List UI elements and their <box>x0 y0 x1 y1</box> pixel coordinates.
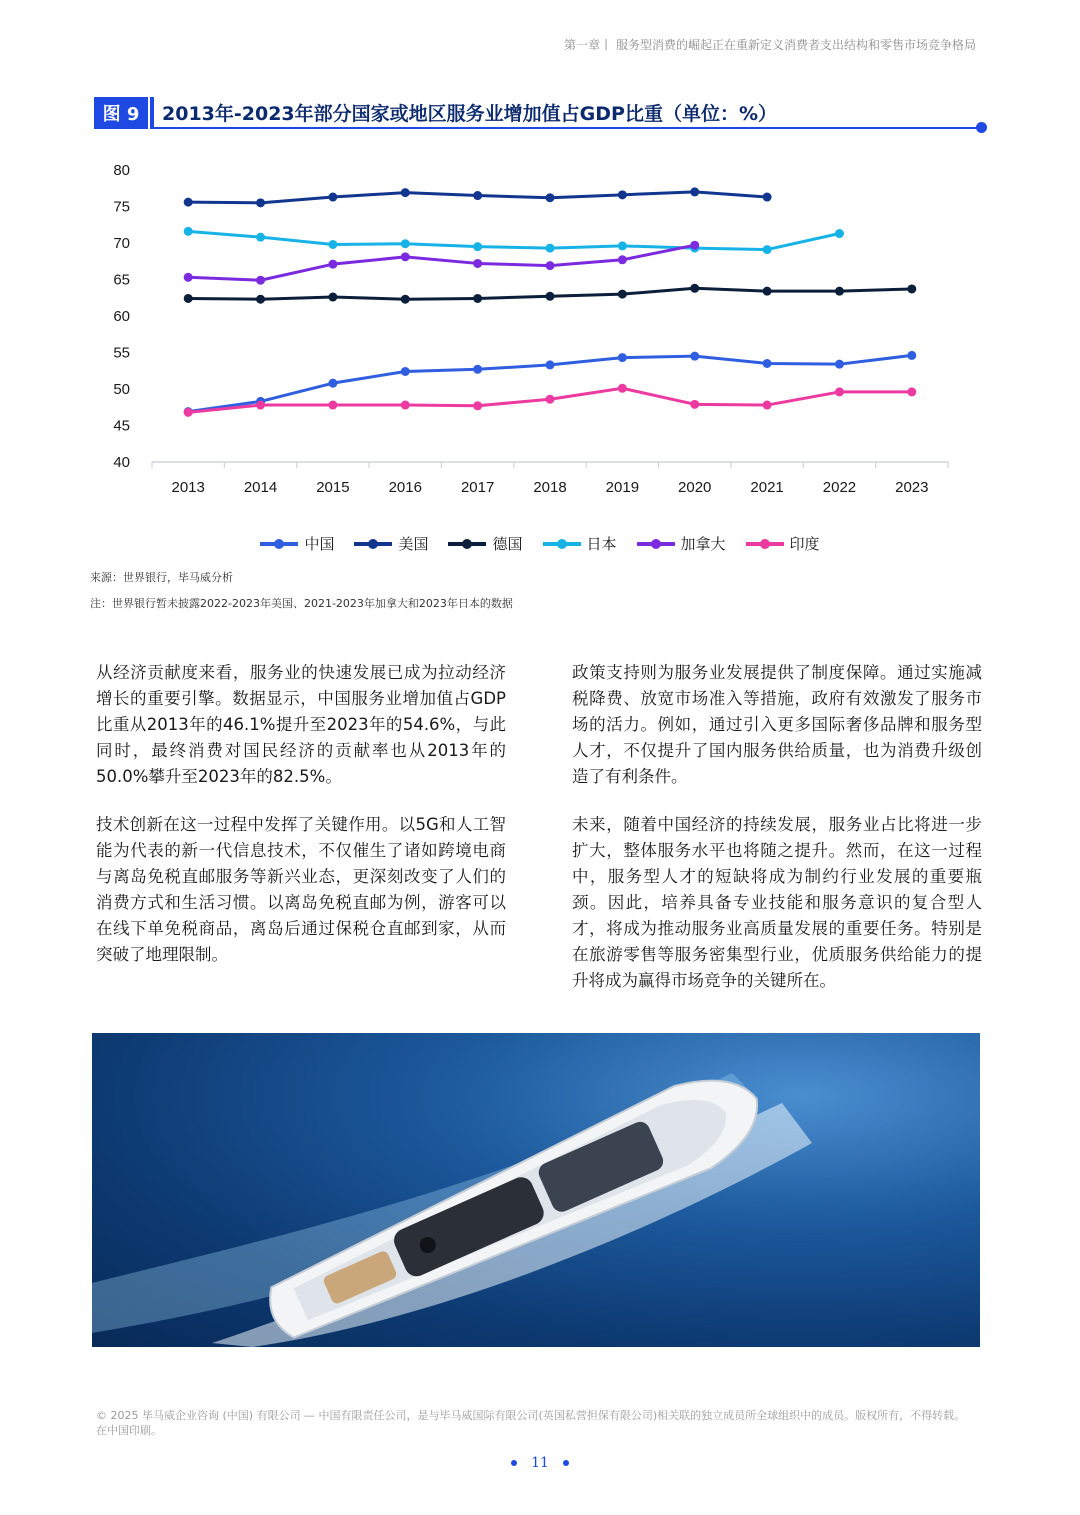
data-point-加拿大 <box>256 276 265 285</box>
data-point-美国 <box>401 188 410 197</box>
data-point-美国 <box>473 191 482 200</box>
page-number: 11 <box>531 1455 549 1471</box>
y-tick-label: 80 <box>113 162 130 179</box>
data-point-中国 <box>546 360 555 369</box>
data-point-德国 <box>401 295 410 304</box>
data-point-美国 <box>256 198 265 207</box>
data-point-德国 <box>618 290 627 299</box>
data-point-印度 <box>690 400 699 409</box>
page-number-row <box>0 1455 1080 1471</box>
yacht-illustration <box>92 1033 980 1347</box>
x-tick-label: 2019 <box>605 479 640 496</box>
x-tick-label: 2020 <box>678 479 712 496</box>
data-point-中国 <box>401 367 410 376</box>
data-point-美国 <box>618 190 627 199</box>
y-tick-label: 65 <box>113 271 130 289</box>
data-point-德国 <box>763 287 772 296</box>
y-tick-label: 55 <box>113 344 130 362</box>
legend-label: 美国 <box>398 535 429 553</box>
chart-source: 来源：世界银行，毕马威分析 <box>90 571 233 584</box>
legend-item <box>543 533 617 554</box>
legend-swatch <box>448 542 486 546</box>
data-point-德国 <box>473 294 482 303</box>
data-point-加拿大 <box>690 241 699 250</box>
legend-label: 日本 <box>586 535 617 553</box>
y-tick-label: 70 <box>113 235 130 252</box>
data-point-美国 <box>184 198 193 207</box>
figure-title: 2013年-2023年部分国家或地区服务业增加值占GDP比重（单位：%） <box>162 103 777 125</box>
x-tick-label: 2017 <box>460 479 495 496</box>
data-point-加拿大 <box>618 255 627 264</box>
data-point-德国 <box>328 293 337 302</box>
data-point-德国 <box>546 292 555 301</box>
data-point-日本 <box>256 233 265 242</box>
series-line-日本 <box>188 231 839 249</box>
data-point-日本 <box>763 245 772 254</box>
data-point-中国 <box>907 351 916 360</box>
data-point-美国 <box>763 193 772 202</box>
data-point-加拿大 <box>546 261 555 270</box>
y-tick-label: 40 <box>113 454 130 471</box>
x-tick-label: 2021 <box>750 479 784 496</box>
data-point-中国 <box>328 379 337 388</box>
legend-swatch <box>354 542 392 546</box>
legend-item <box>354 533 428 554</box>
x-tick-label: 2016 <box>388 479 422 496</box>
data-point-日本 <box>328 240 337 249</box>
data-point-德国 <box>835 287 844 296</box>
data-point-美国 <box>690 187 699 196</box>
running-header: 第一章丨 服务型消费的崛起正在重新定义消费者支出结构和零售市场竞争格局 <box>564 38 976 52</box>
x-tick-label: 2015 <box>316 479 350 496</box>
data-point-印度 <box>401 401 410 410</box>
data-point-印度 <box>618 384 627 393</box>
data-point-美国 <box>328 193 337 202</box>
body-column-right <box>572 660 982 1016</box>
data-point-日本 <box>618 241 627 250</box>
y-tick-label: 50 <box>113 381 130 398</box>
data-point-中国 <box>835 360 844 369</box>
legend-label: 加拿大 <box>680 535 726 553</box>
legend-label: 印度 <box>789 535 820 553</box>
legend-label: 德国 <box>492 535 523 553</box>
data-point-加拿大 <box>184 273 193 282</box>
data-point-日本 <box>473 242 482 251</box>
figure-title-rule-dot <box>976 122 987 133</box>
data-point-印度 <box>907 387 916 396</box>
data-point-印度 <box>546 395 555 404</box>
legend-swatch <box>746 542 784 546</box>
data-point-加拿大 <box>473 259 482 268</box>
data-point-印度 <box>256 401 265 410</box>
y-tick-label: 60 <box>113 308 130 325</box>
figure-title-rule <box>150 127 980 129</box>
yacht-photo <box>92 1033 980 1347</box>
x-tick-label: 2018 <box>533 479 567 496</box>
body-column-left <box>96 660 506 990</box>
data-point-日本 <box>546 244 555 253</box>
body-paragraph: 技术创新在这一过程中发挥了关键作用。以5G和人工智能为代表的新一代信息技术，不仅催生了诸如跨境电商与离岛免税直邮服务等新兴业态，更深刻改变了人们的消费方式和生活习惯。以离岛免税直邮为例，游客可以在线下单免税商品，离岛后通过保税仓直邮到家，从而突破了地理限制。 <box>96 815 506 964</box>
legend-label: 中国 <box>304 535 335 553</box>
page-dot-left <box>511 1460 517 1466</box>
figure-label: 图 9 <box>94 97 148 129</box>
data-point-印度 <box>763 401 772 410</box>
data-point-加拿大 <box>328 260 337 269</box>
body-paragraph: 政策支持则为服务业发展提供了制度保障。通过实施减税降费、放宽市场准入等措施，政府有效激发了服务市场的活力。例如，通过引入更多国际奢侈品牌和服务型人才，不仅提升了国内服务供给质量，也为消费升级创造了有利条件。 <box>572 663 982 786</box>
figure-title-divider <box>150 97 154 129</box>
legend-swatch <box>260 542 298 546</box>
data-point-美国 <box>546 193 555 202</box>
data-point-日本 <box>835 229 844 238</box>
data-point-印度 <box>473 401 482 410</box>
series-line-加拿大 <box>188 245 695 280</box>
data-point-中国 <box>690 352 699 361</box>
x-tick-label: 2023 <box>895 479 929 496</box>
legend-swatch <box>543 542 581 546</box>
legend-swatch <box>637 542 675 546</box>
legend-item <box>260 533 334 554</box>
legend-item <box>448 533 522 554</box>
x-tick-label: 2013 <box>171 479 205 496</box>
copyright-notice: © 2025 毕马威企业咨询 (中国) 有限公司 — 中国有限责任公司，是与毕马威国际有限公司(英国私营担保有限公司)相关联的独立成员所全球组织中的成员。版权所有，不得转载。在中国印刷。 <box>96 1409 966 1437</box>
legend-item <box>637 533 726 554</box>
data-point-中国 <box>763 359 772 368</box>
chart-footnote: 注：世界银行暂未披露2022-2023年美国、2021-2023年加拿大和2023年日本的数据 <box>90 597 513 610</box>
data-point-印度 <box>835 387 844 396</box>
data-point-加拿大 <box>401 252 410 261</box>
data-point-日本 <box>401 239 410 248</box>
y-tick-label: 45 <box>113 417 130 435</box>
chart-legend <box>0 533 1080 554</box>
x-tick-label: 2022 <box>822 479 857 496</box>
body-paragraph: 从经济贡献度来看，服务业的快速发展已成为拉动经济增长的重要引擎。数据显示，中国服务业增加值占GDP比重从2013年的46.1%提升至2023年的54.6%，与此同时，最终消费对国民经济的贡献率也从2013年的50.0%攀升至2023年的82.5%。 <box>96 663 506 786</box>
data-point-德国 <box>690 284 699 293</box>
y-tick-label: 75 <box>113 198 130 216</box>
data-point-日本 <box>184 227 193 236</box>
data-point-中国 <box>618 353 627 362</box>
data-point-德国 <box>184 294 193 303</box>
data-point-印度 <box>184 408 193 417</box>
data-point-德国 <box>256 295 265 304</box>
x-tick-label: 2014 <box>243 479 278 496</box>
legend-item <box>746 533 820 554</box>
page-dot-right <box>563 1460 569 1466</box>
data-point-德国 <box>907 284 916 293</box>
data-point-中国 <box>473 365 482 374</box>
body-paragraph: 未来，随着中国经济的持续发展，服务业占比将进一步扩大，整体服务水平也将随之提升。然而，在这一过程中，服务型人才的短缺将成为制约行业发展的重要瓶颈。因此，培养具备专业技能和服务意识的复合型人才，将成为推动服务业高质量发展的重要任务。特别是在旅游零售等服务密集型行业，优质服务供给能力的提升将成为赢得市场竞争的关键所在。 <box>572 815 982 990</box>
line-chart <box>90 150 970 510</box>
data-point-印度 <box>328 401 337 410</box>
